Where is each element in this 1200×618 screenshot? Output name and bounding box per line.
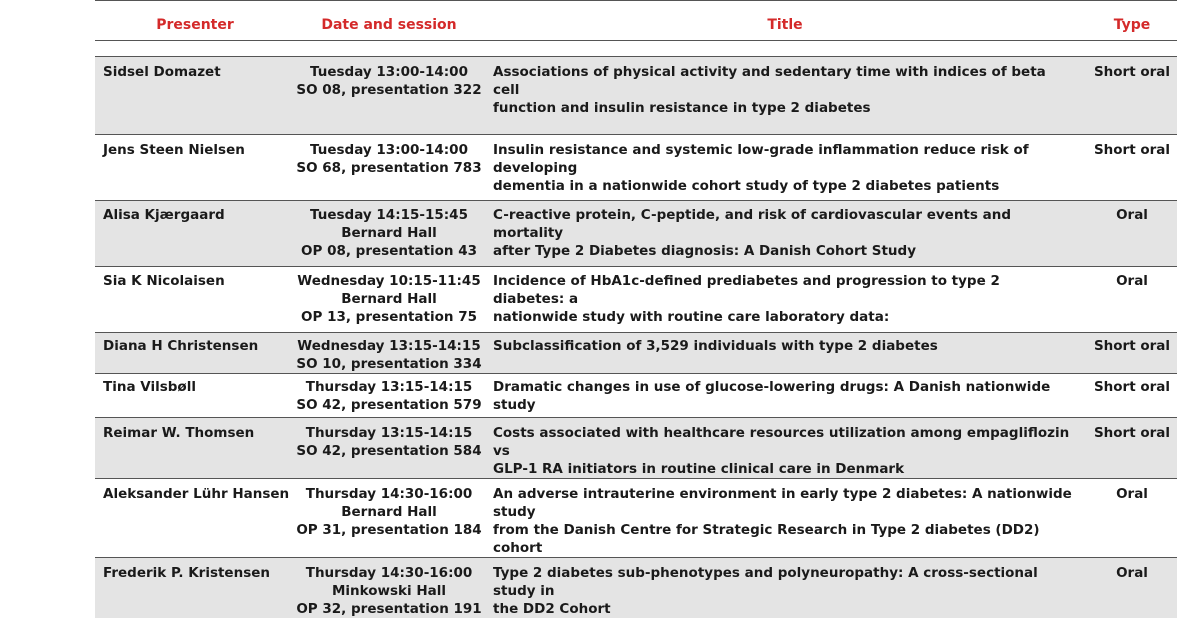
date-session-line: Wednesday 10:15-11:45	[295, 272, 483, 290]
presenter-name: Sidsel Domazet	[103, 64, 221, 80]
title-line: Incidence of HbA1c-defined prediabetes and progression to type 2 diabetes: a	[493, 272, 1073, 308]
presenter-cell	[95, 333, 295, 374]
presenter-cell	[95, 418, 295, 479]
title-line: Associations of physical activity and sedentary time with indices of beta cell	[493, 63, 1073, 99]
date-session-line: OP 13, presentation 75	[295, 308, 483, 326]
type-cell	[1087, 135, 1177, 201]
date-session-cell	[295, 57, 483, 135]
date-session-line: Thursday 14:30-16:00	[295, 485, 483, 503]
date-session-line: SO 68, presentation 783	[295, 159, 483, 177]
presentation-type: Short oral	[1094, 425, 1170, 441]
header-title: Title	[483, 1, 1087, 41]
date-session-cell	[295, 201, 483, 267]
table-row	[95, 479, 1177, 558]
date-session-cell	[295, 267, 483, 333]
presenter-name: Alisa Kjærgaard	[103, 207, 225, 223]
title-cell	[483, 135, 1087, 201]
date-session-line: SO 42, presentation 579	[295, 396, 483, 414]
date-session-line: Tuesday 13:00-14:00	[295, 63, 483, 81]
presenter-name: Jens Steen Nielsen	[103, 142, 245, 158]
title-line: dementia in a nationwide cohort study of type 2 diabetes patients	[493, 177, 1073, 195]
presenter-name: Reimar W. Thomsen	[103, 425, 254, 441]
date-session-line: Minkowski Hall	[295, 582, 483, 600]
table-row	[95, 201, 1177, 267]
type-cell	[1087, 374, 1177, 418]
table-row	[95, 267, 1177, 333]
title-line: Subclassification of 3,529 individuals with type 2 diabetes	[493, 337, 1073, 355]
table-row	[95, 418, 1177, 479]
table-row	[95, 135, 1177, 201]
type-cell	[1087, 201, 1177, 267]
presenter-cell	[95, 558, 295, 618]
date-session-line: Thursday 14:30-16:00	[295, 564, 483, 582]
header-date: Date and session	[295, 1, 483, 41]
date-session-line: SO 08, presentation 322	[295, 81, 483, 99]
presenter-cell	[95, 57, 295, 135]
date-session-cell	[295, 479, 483, 558]
title-cell	[483, 374, 1087, 418]
title-line: C-reactive protein, C-peptide, and risk of cardiovascular events and mortality	[493, 206, 1073, 242]
title-line: after Type 2 Diabetes diagnosis: A Danish Cohort Study	[493, 242, 1073, 260]
title-line: Costs associated with healthcare resources utilization among empagliflozin vs	[493, 424, 1073, 460]
presenter-name: Sia K Nicolaisen	[103, 273, 225, 289]
date-session-line: Thursday 13:15-14:15	[295, 378, 483, 396]
title-cell	[483, 57, 1087, 135]
presentation-type: Short oral	[1094, 142, 1170, 158]
title-cell	[483, 201, 1087, 267]
table-row	[95, 333, 1177, 374]
title-line: from the Danish Centre for Strategic Research in Type 2 diabetes (DD2) cohort	[493, 521, 1073, 557]
presentations-table	[95, 0, 1177, 618]
date-session-line: Bernard Hall	[295, 224, 483, 242]
presentation-type: Oral	[1116, 273, 1148, 289]
presenter-cell	[95, 374, 295, 418]
title-line: GLP-1 RA initiators in routine clinical care in Denmark	[493, 460, 1073, 478]
presenter-cell	[95, 135, 295, 201]
title-line: function and insulin resistance in type 2 diabetes	[493, 99, 1073, 117]
presentation-type: Oral	[1116, 565, 1148, 581]
date-session-line: Thursday 13:15-14:15	[295, 424, 483, 442]
title-line: Type 2 diabetes sub-phenotypes and polyneuropathy: A cross-sectional study in	[493, 564, 1073, 600]
header-row	[95, 1, 1177, 41]
date-session-line: Bernard Hall	[295, 290, 483, 308]
title-cell	[483, 479, 1087, 558]
presentation-type: Short oral	[1094, 379, 1170, 395]
presentation-type: Oral	[1116, 486, 1148, 502]
title-cell	[483, 558, 1087, 618]
presenter-name: Diana H Christensen	[103, 338, 258, 354]
title-line: An adverse intrauterine environment in early type 2 diabetes: A nationwide study	[493, 485, 1073, 521]
date-session-cell	[295, 333, 483, 374]
presenter-cell	[95, 479, 295, 558]
type-cell	[1087, 479, 1177, 558]
presenter-cell	[95, 267, 295, 333]
date-session-line: OP 08, presentation 43	[295, 242, 483, 260]
type-cell	[1087, 57, 1177, 135]
date-session-cell	[295, 374, 483, 418]
presentation-type: Oral	[1116, 207, 1148, 223]
date-session-line: OP 32, presentation 191	[295, 600, 483, 618]
presentation-type: Short oral	[1094, 64, 1170, 80]
table-row	[95, 374, 1177, 418]
date-session-line: SO 10, presentation 334	[295, 355, 483, 373]
table-body	[95, 57, 1177, 618]
presentation-type: Short oral	[1094, 338, 1170, 354]
presenter-cell	[95, 201, 295, 267]
title-line: the DD2 Cohort	[493, 600, 1073, 618]
presenter-name: Frederik P. Kristensen	[103, 565, 270, 581]
title-line: Dramatic changes in use of glucose-lowering drugs: A Danish nationwide study	[493, 378, 1073, 414]
date-session-cell	[295, 135, 483, 201]
title-line: nationwide study with routine care laboratory data:	[493, 308, 1073, 326]
date-session-cell	[295, 418, 483, 479]
date-session-line: OP 31, presentation 184	[295, 521, 483, 539]
table-row	[95, 558, 1177, 618]
date-session-cell	[295, 558, 483, 618]
header-type: Type	[1087, 1, 1177, 41]
type-cell	[1087, 333, 1177, 374]
title-line: Insulin resistance and systemic low-grade inflammation reduce risk of developing	[493, 141, 1073, 177]
table-row	[95, 57, 1177, 135]
type-cell	[1087, 418, 1177, 479]
date-session-line: Wednesday 13:15-14:15	[295, 337, 483, 355]
type-cell	[1087, 558, 1177, 618]
date-session-line: Tuesday 14:15-15:45	[295, 206, 483, 224]
title-cell	[483, 418, 1087, 479]
title-cell	[483, 267, 1087, 333]
type-cell	[1087, 267, 1177, 333]
date-session-line: SO 42, presentation 584	[295, 442, 483, 460]
title-cell	[483, 333, 1087, 374]
presenter-name: Aleksander Lühr Hansen	[103, 486, 289, 502]
date-session-line: Bernard Hall	[295, 503, 483, 521]
date-session-line: Tuesday 13:00-14:00	[295, 141, 483, 159]
header-presenter: Presenter	[95, 1, 295, 41]
presenter-name: Tina Vilsbøll	[103, 379, 196, 395]
